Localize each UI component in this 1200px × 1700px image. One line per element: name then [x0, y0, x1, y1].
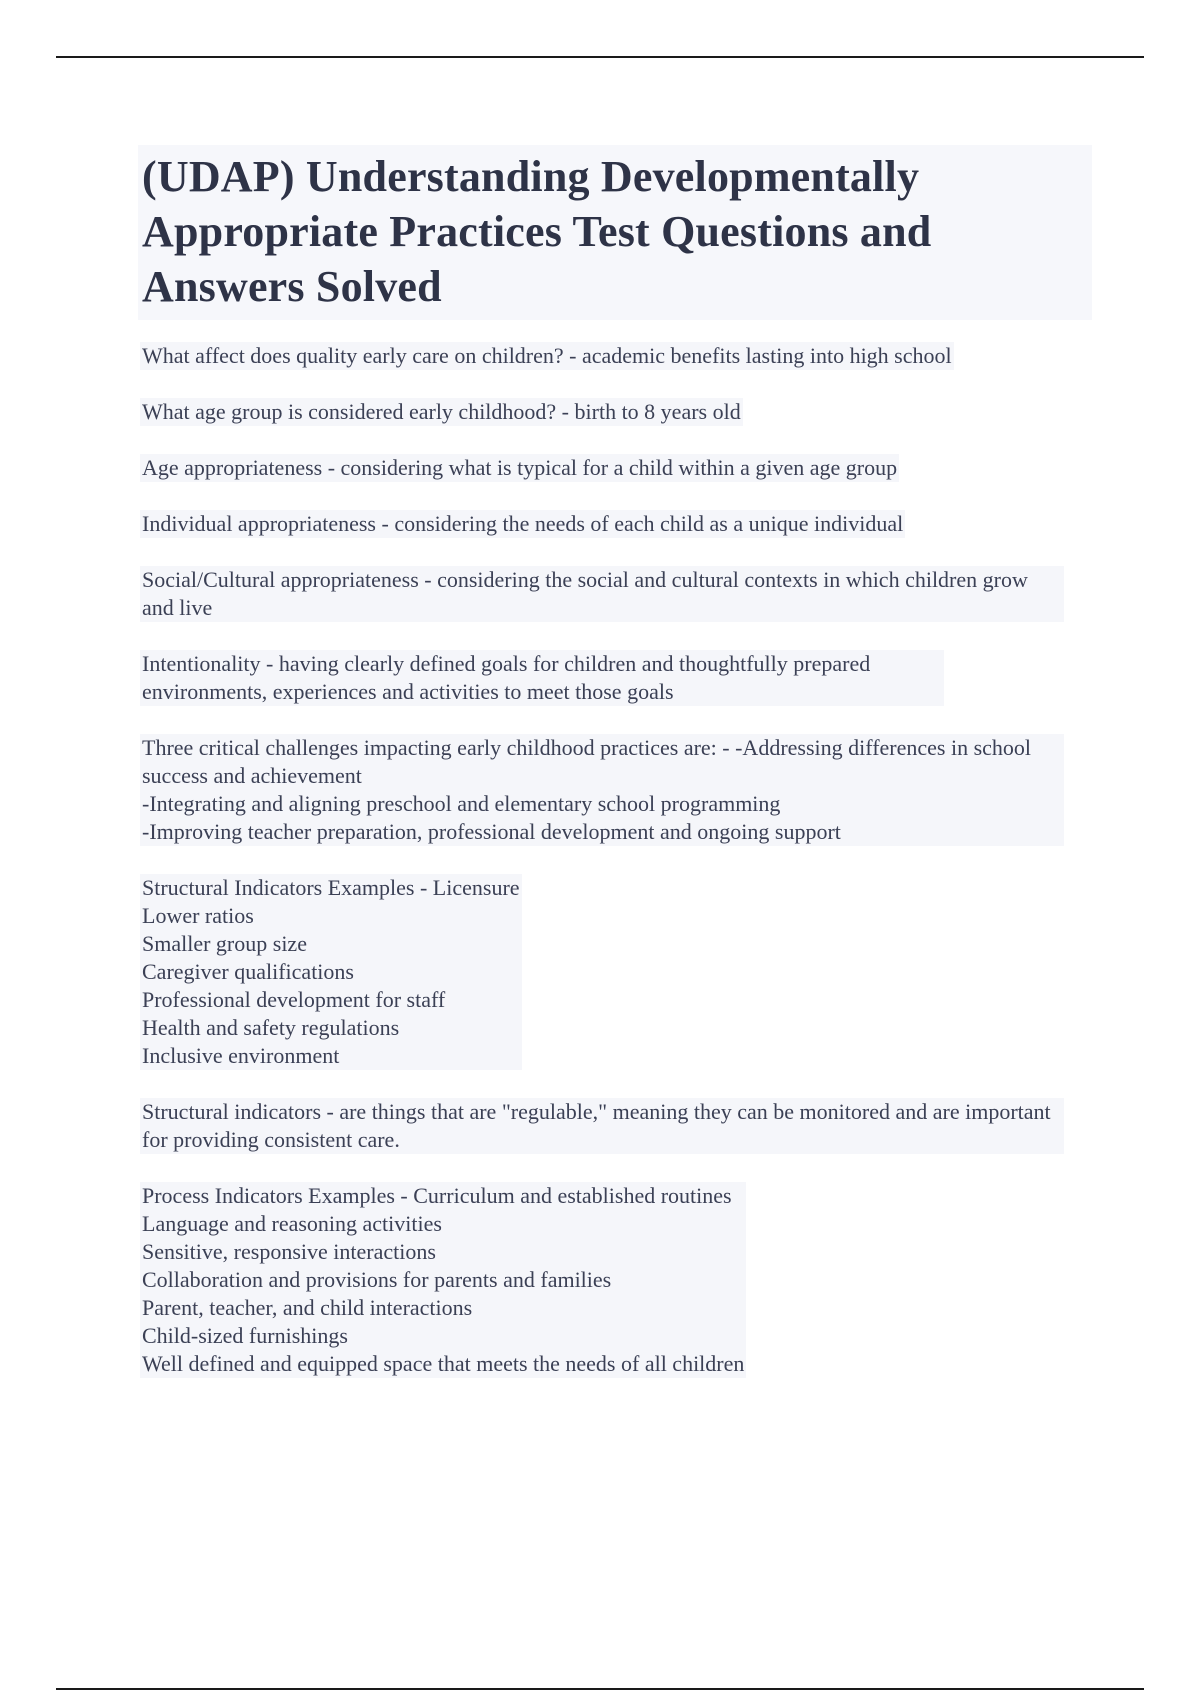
qa-line: Child-sized furnishings — [142, 1323, 348, 1348]
qa-entry — [140, 342, 954, 370]
qa-entry — [140, 398, 743, 426]
bottom-rule — [56, 1688, 1144, 1690]
qa-line: Language and reasoning activities — [142, 1211, 442, 1236]
qa-line: Structural Indicators Examples - Licensure — [142, 875, 520, 900]
qa-entry — [140, 874, 522, 1070]
qa-list — [142, 342, 1092, 1406]
qa-line: Caregiver qualifications — [142, 959, 354, 984]
qa-line: Three critical challenges impacting early childhood practices are: - -Addressing differences in school success and achievement — [142, 735, 1032, 788]
qa-line: What affect does quality early care on children? - academic benefits lasting into high school — [142, 343, 952, 368]
qa-line: Intentionality - having clearly defined goals for children and thoughtfully prepared environments, experiences and activities to meet those goals — [142, 651, 871, 704]
qa-entry — [140, 566, 1064, 622]
qa-line: Social/Cultural appropriateness - considering the social and cultural contexts in which children grow and live — [142, 567, 1028, 620]
qa-line: Collaboration and provisions for parents and families — [142, 1267, 612, 1292]
qa-line: Parent, teacher, and child interactions — [142, 1295, 473, 1320]
qa-line: Structural indicators - are things that are "regulable," meaning they can be monitored and are important for providing consistent care. — [142, 1099, 1051, 1152]
qa-line: Smaller group size — [142, 931, 307, 956]
qa-entry — [140, 510, 905, 538]
document-body — [142, 145, 1092, 1406]
document-title: (UDAP) Understanding Developmentally Appropriate Practices Test Questions and Answers Solved — [142, 152, 932, 311]
qa-line: Well defined and equipped space that meets the needs of all children — [142, 1351, 745, 1376]
qa-line: Inclusive environment — [142, 1043, 340, 1068]
qa-line: Sensitive, responsive interactions — [142, 1239, 436, 1264]
title-block — [138, 145, 1092, 320]
qa-entry — [140, 1098, 1064, 1154]
qa-line: -Integrating and aligning preschool and elementary school programming — [142, 791, 781, 816]
qa-entry — [140, 734, 1064, 846]
qa-line: Individual appropriateness - considering the needs of each child as a unique individual — [142, 511, 904, 536]
qa-line: What age group is considered early childhood? - birth to 8 years old — [142, 399, 741, 424]
qa-entry — [140, 650, 944, 706]
qa-line: Process Indicators Examples - Curriculum and established routines — [142, 1183, 732, 1208]
qa-line: -Improving teacher preparation, professional development and ongoing support — [142, 819, 841, 844]
qa-line: Age appropriateness - considering what is typical for a child within a given age group — [142, 455, 898, 480]
qa-line: Health and safety regulations — [142, 1015, 400, 1040]
qa-entry — [140, 1182, 746, 1378]
qa-line: Lower ratios — [142, 903, 254, 928]
qa-line: Professional development for staff — [142, 987, 446, 1012]
top-rule — [56, 56, 1144, 58]
qa-entry — [140, 454, 899, 482]
